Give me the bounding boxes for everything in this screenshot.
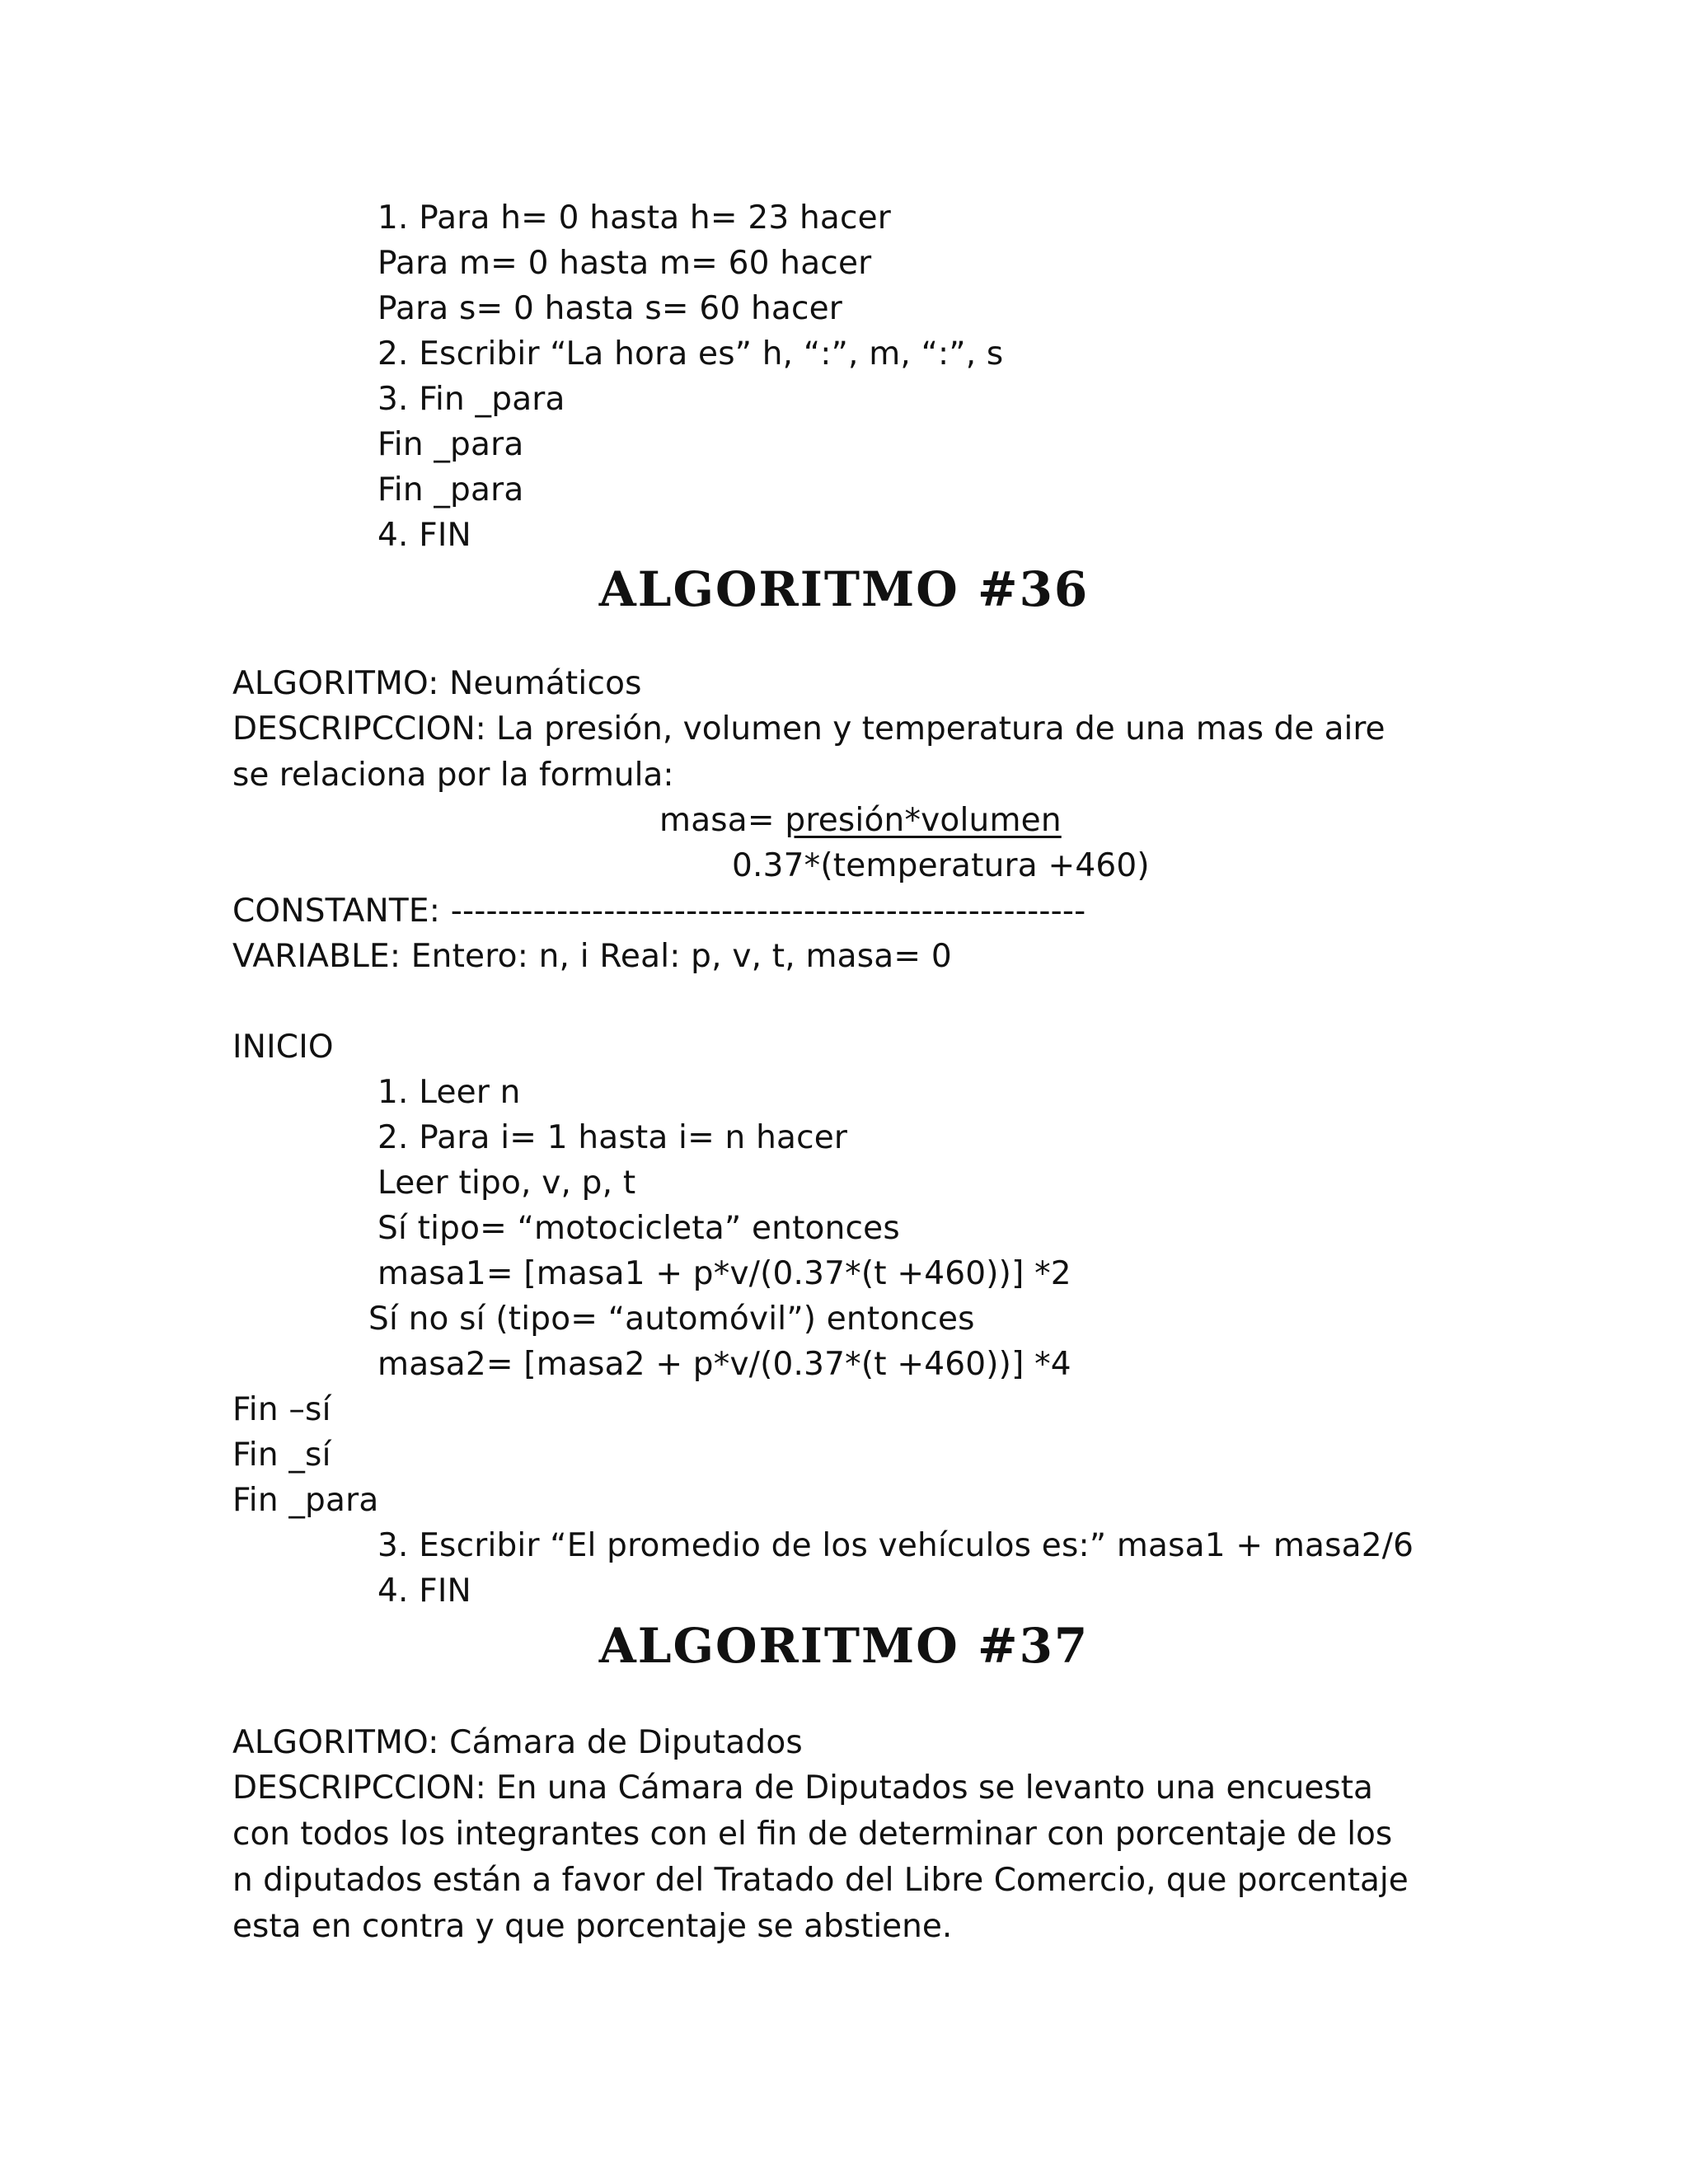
heading-algoritmo-36: ALGORITMO #36 — [598, 561, 1090, 617]
formula-denominator: 0.37*(temperatura +460) — [732, 847, 1150, 884]
step-line: 1. Leer n — [377, 1074, 521, 1111]
top-line: Para m= 0 hasta m= 60 hacer — [377, 245, 872, 282]
algorithm-description: DESCRIPCCION: La presión, volumen y temperatura de una mas de aire se relaciona por la formula: — [232, 710, 1386, 794]
step-line: Fin _para — [232, 1482, 379, 1519]
step-line: Leer tipo, v, p, t — [377, 1165, 636, 1202]
inicio-label: INICIO — [232, 1029, 334, 1066]
top-line: Fin _para — [377, 471, 524, 509]
formula-numerator: presión*volumen — [785, 802, 1062, 839]
step-line: Fin –sí — [232, 1391, 331, 1428]
variable-line: VARIABLE: Entero: n, i Real: p, v, t, masa= 0 — [232, 938, 952, 975]
formula-lhs: masa= — [659, 802, 785, 839]
step-line: masa2= [masa2 + p*v/(0.37*(t +460))] *4 — [377, 1346, 1071, 1383]
top-line: 1. Para h= 0 hasta h= 23 hacer — [377, 199, 892, 237]
step-line: 4. FIN — [377, 1572, 471, 1610]
heading-algoritmo-37: ALGORITMO #37 — [598, 1618, 1090, 1674]
top-line: 2. Escribir “La hora es” h, “:”, m, “:”, s — [377, 335, 1004, 373]
step-line: Fin _sí — [232, 1436, 331, 1474]
step-line: 3. Escribir “El promedio de los vehículos es:” masa1 + masa2/6 — [377, 1527, 1414, 1564]
top-line: 4. FIN — [377, 517, 471, 554]
top-line: Fin _para — [377, 426, 524, 463]
step-line: 2. Para i= 1 hasta i= n hacer — [377, 1119, 848, 1156]
step-line: masa1= [masa1 + p*v/(0.37*(t +460))] *2 — [377, 1255, 1071, 1292]
algorithm-name: ALGORITMO: Cámara de Diputados — [232, 1724, 803, 1761]
top-line: Para s= 0 hasta s= 60 hacer — [377, 290, 843, 327]
step-line: Sí tipo= “motocicleta” entonces — [377, 1210, 900, 1247]
step-line: Sí no sí (tipo= “automóvil”) entonces — [368, 1301, 975, 1338]
constante-line: CONSTANTE: ------------------------------------------------------ — [232, 893, 1086, 930]
formula-numerator-line — [659, 798, 1062, 844]
algorithm-name: ALGORITMO: Neumáticos — [232, 665, 642, 702]
top-line: 3. Fin _para — [377, 381, 565, 418]
algorithm-description: DESCRIPCCION: En una Cámara de Diputados se levanto una encuesta con todos los integrantes con el fin de determinar con porcentaje de los n diputados están a favor del Tratado del Libre Comercio, que porcentaje esta en contra y que porcentaje se abstiene. — [232, 1769, 1409, 1945]
